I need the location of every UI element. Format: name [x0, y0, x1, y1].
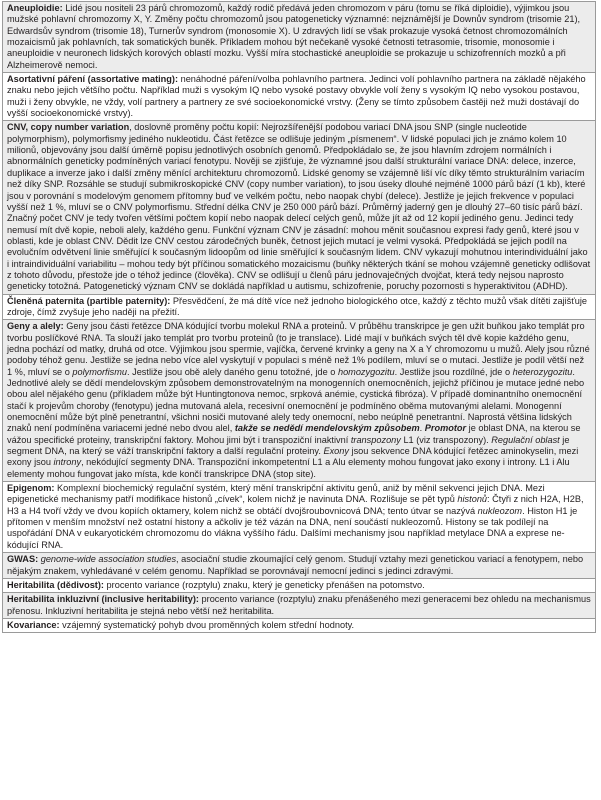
entry-term: CNV, copy number variation — [7, 122, 130, 133]
entry-term: Kovariance: — [7, 619, 60, 630]
entry-term: GWAS: — [7, 554, 39, 565]
definition-segment: Komplexní biochemický regulační systém, který mění transkripční aktivitu genů, aniž by měnil sekvenci jejich DNA. Mezi epigenetické mechanismy patří modifikace histonů „cívek“, kolem nichž je navinuta DNA. Rozlišuje se pět typů — [7, 483, 545, 505]
definition-segment: . — [419, 423, 425, 434]
entry-term: Epigenom: — [7, 483, 55, 494]
entry-definition — [60, 620, 354, 630]
definition-segment: Přesvědčení, že má dítě více než jednoho biologického otce, každý z těchto mužů však dítěti zajišťuje zdroje, čímž zvyšuje jeho naději na přežití. — [7, 295, 587, 317]
definition-segment: . Jestliže jsou rozdílné, jde o — [394, 366, 513, 377]
definition-segment: , nekódující segmenty DNA. Transpoziční inkompetentní L1 a Alu elementy mohou fungovat jako exony i introny. L1 i Alu elementy mohou fungovat jako místa, kde končí transkripce DNA (stop site). — [7, 457, 570, 479]
entry-term: Heritabilita inkluzivní (inclusive heritability): — [7, 594, 199, 605]
entry-term: Heritabilita (dědivost): — [7, 579, 104, 590]
entry-row — [3, 73, 596, 121]
entry-row — [3, 320, 596, 482]
definition-segment: jsou sekvence DNA kódující řetězec aminokyselin, mezi exony jsou — [7, 446, 579, 468]
definition-segment: . Histon H1 je přítomen v menším množství než ostatní histony a ačkoliv je též vázán na DNA, není součástí nukleozomů. Histony se tak podílejí na uspořádání DNA v eukaryotickém chromozomu do vlákna vyššího řádu. Dalšími mechanismy jsou například metylace DNA a exprese ne-kódující RNA. — [7, 505, 578, 550]
definition-segment: genome-wide association studies — [40, 554, 177, 565]
definition-segment: histonů — [457, 494, 488, 505]
entry-row — [3, 121, 596, 294]
definition-segment: polymorfismu — [72, 366, 127, 377]
glossary-entry-aneuploidie — [3, 2, 596, 73]
definition-segment: nenáhodné páření/volba pohlavního partnera. Jedinci volí pohlavního partnera na základě nějakého znaku nebo jejich většího počtu. Například muži s vysokým IQ nebo vysoké postavy obvykle volí ženy s vysokým IQ nebo vysokou postavou, muži i ženy obvykle, ne vždy, volí partnery a partnery ze své socioekonomické vrstvy. (Ženy se tímto způsobem častěji než muži dostávají do vyšší socioekonomické vrstvy). — [7, 74, 586, 119]
entry-definition — [7, 122, 590, 291]
definition-segment: . Jednotlivé alely se dědí mendelovským způsobem demonstrovatelným na monogenních onemocněních, jejichž příčinou je mutace jedné nebo obou alel nějakého genu (příkladem může být Huntingtonova nemoc, srpková anémie, cystická fibróza). V případě dominantního onemocnění stačí k projevům choroby (fenotypu) jedna mutovaná alela, recesivní onemocnění je podmíněno oběma mutovanými alelami. Monogenní onemocnění může být plně penetrantní, všichni nosiči mutované alely tedy onemocní, nebo neúplně penetrantní. Naprostá většina lidských znaků není podmíněna variacemi jedné nebo dvou alel, — [7, 366, 585, 434]
glossary-entry-geny-a-alely — [3, 320, 596, 482]
entry-row — [3, 578, 596, 592]
glossary-entry-cnv — [3, 121, 596, 294]
glossary-entry-heritabilita-inkluzivni — [3, 593, 596, 619]
glossary-table — [2, 1, 596, 633]
definition-segment: je oblast DNA, na kterou se vážou specifické proteiny, transkripční faktory. Mohou jimi být i transpoziční inaktivní — [7, 423, 581, 445]
definition-segment: . Jestliže jsou obě alely daného genu totožné, jde o — [127, 366, 338, 377]
entry-definition — [7, 554, 583, 575]
definition-segment: L1 (viz transpozony). — [400, 434, 492, 445]
entry-definition — [104, 580, 425, 590]
entry-term: Geny a alely: — [7, 321, 64, 332]
definition-segment: , asociační studie zkoumající celý genom. Studují vztahy mezi genetickou variací a fenotypem, nebo nějakým znakem, vyhledávané v celém genomu. Například se porovnávají nemocní jedinci s jedinci zdravými. — [7, 554, 584, 576]
glossary-entry-asortativni-pareni — [3, 73, 596, 121]
definition-segment: nukleozom — [477, 505, 523, 516]
glossary-entry-kovariance — [3, 618, 596, 632]
definition-segment: : Čtyři z nich H2A, H2B, H3 a H4 tvoří vždy ve dvou kopiích oktamery, kolem nichž se obtáčí dvojšroubovnicová DNA; tento útvar se nazývá — [7, 494, 584, 516]
glossary-entry-epigenom — [3, 482, 596, 553]
definition-segment: procento variance (rozptylu) znaku, který je geneticky přenášen na potomstvo. — [104, 579, 425, 590]
glossary-entry-gwas — [3, 553, 596, 579]
entry-term: Členěná paternita (partible paternity): — [7, 295, 171, 306]
entry-row — [3, 294, 596, 320]
glossary-entry-heritabilita — [3, 578, 596, 592]
definition-segment: vzájemný systematický pohyb dvou proměnných kolem střední hodnoty. — [59, 619, 355, 630]
definition-segment: homozygozitu — [337, 366, 395, 377]
definition-segment: Lidé jsou nositeli 23 párů chromozomů, každý rodič předává jeden chromozom v páru (tomu se říká diploidie), výjimkou jsou mužské pohlavní chromozomy X, Y. Změny počtu chromozomů jsou patogeneticky významné: nejznámější je Downův syndrom (trisomie 21), Edwardsův syndrom (trisomie 18), Turnerův syndrom (monosomie X). U zdravých lidí se však prokazuje vysoká četnost chromozomálních mozaicismů jak pohlavních, tak somatických buněk. Příkladem mohou být nečekaně vysoké četnosti tetrasomie, trisomie, monosomie i aneuploidie v neuronech lidských korových oblastí mozku. Vyšší míra stochastické aneuploidie se prokazuje u schizofrenních mozků a při Alzheimerově nemoci. — [7, 3, 581, 70]
entry-row — [3, 618, 596, 632]
entry-term: Asortativní páření (assortative mating): — [7, 74, 179, 85]
entry-row — [3, 593, 596, 619]
entry-definition — [7, 321, 590, 478]
definition-segment: procento variance (rozptylu) znaku přenášeného mezi generacemi bez ohledu na mechanismus přenosu. Inkluzivní heritabilita je stejná nebo větší než heritabilita. — [7, 594, 591, 616]
entry-row — [3, 482, 596, 553]
definition-segment: Regulační oblast — [491, 434, 560, 445]
entry-definition — [7, 483, 584, 550]
definition-segment: transpozony — [350, 434, 401, 445]
entry-term: Aneuploidie: — [7, 3, 63, 13]
definition-segment: takže se nedědí mendelovským způsobem — [234, 423, 420, 434]
definition-segment: Geny jsou části řetězce DNA kódující tvorbu molekul RNA a proteinů. V průběhu transkripce je gen užit buňkou jako templát pro tvorbu poslíčkové RNA. Ta slouží jako templát pro tvorbu proteinů (to je translace). Lidé mají v buňkách svých těl dvě kopie každého genu, jedna pochází od matky, druhá od otce. Výjimkou jsou spermie, vajíčka, červené krvinky a geny na X a Y chromozomu u mužů. Alely jsou různé podoby téhož genu. Jestliže se jedna nebo více alel vyskytují v populaci s méně než 1% podílem, mluví se o mutaci. Jestliže je podíl větší než 1 %, mluví se o — [7, 321, 590, 377]
entry-definition — [7, 3, 580, 70]
definition-segment: heterozygozitu — [512, 366, 573, 377]
entry-row — [3, 553, 596, 579]
definition-segment: Exony — [323, 446, 349, 457]
glossary-entry-clenena-paternita — [3, 294, 596, 320]
entry-row — [3, 2, 596, 73]
definition-segment: introny — [53, 457, 82, 468]
definition-segment: , doslovně proměny počtu kopií: Nejrozšířenější podobou variací DNA jsou SNP (single nucleotide polymorphism), polymorfismy jediného nukleotidu. Část řetězce se odlišuje jediným „písmenem“. V lidské populaci jich je známo kolem 10 milionů, objevovány jsou další úměrně popisu jednotlivých osobních genomů. Předpokládalo se, že jsou hlavním zdrojem normálních i abnormálních geneticky podmíněných variací fenotypu. Nověji se zjišťuje, že významné jsou další strukturální variace DNA: delece, inzerce, duplikace a inverze jako i další změny měnící architekturu chromozomů. Lidské genomy se vzájemně liší víc díky těmto strukturálním variacím než díky SNP. Rozsáhle se studují submikroskopické CNV (copy number variation), to jsou úseky dlouhé nejméně 1000 párů bází (1 kb), které jsou v porovnání s modelovým genomem přítomny buď ve velkém počtu, nebo naopak chybí (delece). Jestliže je jejich frekvence v populaci vyšší než 1 %, mluví se o CNV polymorfismu. Střední délka CNV je 250 000 párů bází. Průměrný jaderný gen je dlouhý 27–60 tisíc párů bází. Značný počet CNV je tedy tvořen většími počtem kopií nebo naopak delecí celých genů, může jít až od 12 kopií jediného genu. Jedinci tedy nemusí mít dvě kopie, neboli alely, každého genu. Funkční význam CNV je zásadní: mohou měnit současnou expresi řady genů, které jsou v oblasti, kde je oblast CNV. Dědit lze CNV cestou zárodečných buněk, četnost jejich mutací je velmi vysoká. Předpokládá se jejich podíl na evolučním odvětvení linie směřující k současným lidoopům od linie směřující k současným lidem. CNV vykazují mohutnou interindividuální jako i intraindividuální variabilitu – mohou tedy být příčinou somatického mozaicismu (buňky některých tkání se mohou vzájemně geneticky odlišovat z tohoto důvodu, přestože jde o téhož jedince (člověka). CNV se odlišují u členů páru jednovaječných dvojčat, která tedy nejsou naprosto geneticky totožná. Patogenetický význam CNV se dokládá například u autismu, schizofrenie, poruchy pozornosti s hyperaktivitou (ADHD). — [7, 122, 591, 292]
definition-segment: Promotor — [424, 423, 467, 434]
definition-segment: je segment DNA, na který se váží transkripční faktory a další regulační proteiny. — [7, 434, 570, 457]
